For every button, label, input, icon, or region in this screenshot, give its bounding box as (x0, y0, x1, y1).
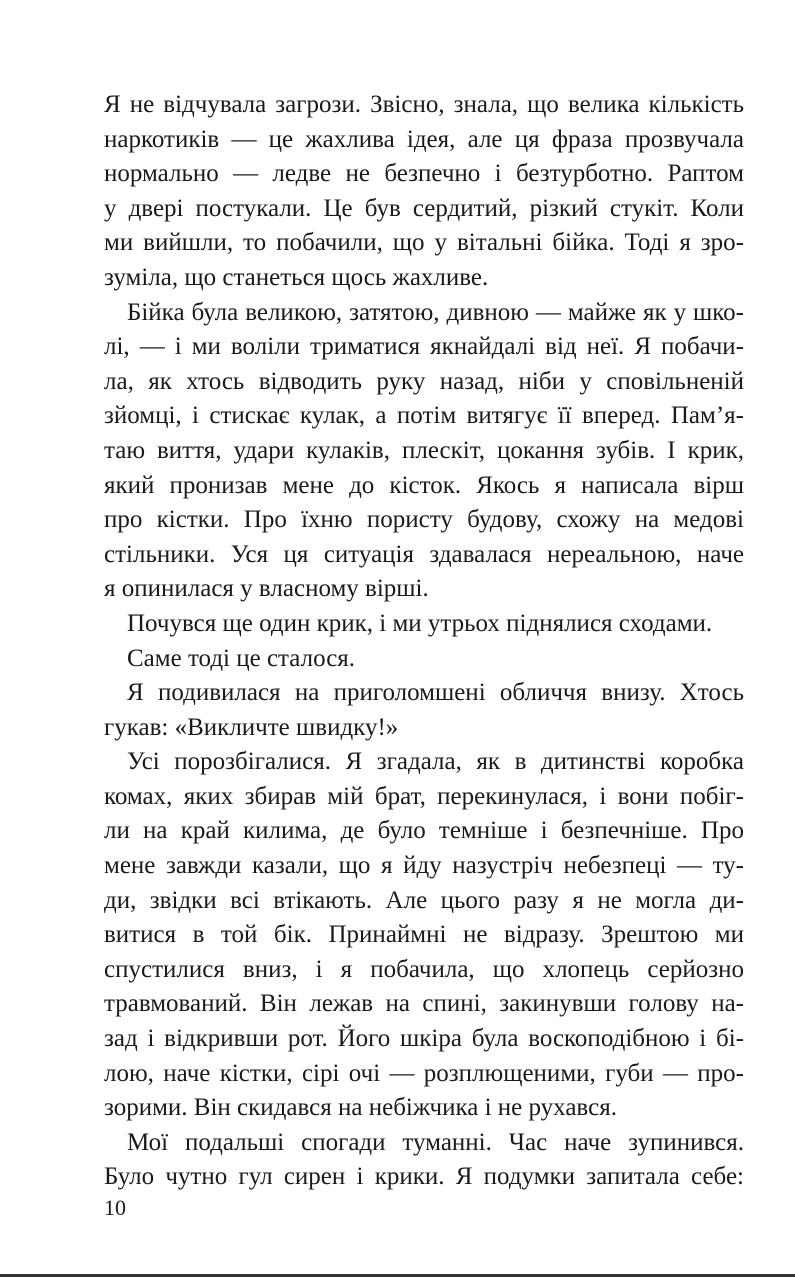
text-line: Мої подальші спогади туманні. Час наче зупинився. (127, 1128, 744, 1156)
text-line: спустилися вниз, і я побачила, що хлопець серйозно (104, 955, 744, 983)
paragraph (104, 1126, 744, 1195)
paragraph (104, 676, 744, 745)
text-line: ли на край килима, де було темніше і безпечніше. Про (104, 817, 744, 845)
text-line: нормально — ледве не безпечно і безтурботно. Раптом (104, 160, 744, 188)
text-line: таю виття, удари кулаків, плескіт, цокання зубів. І крик, (104, 436, 744, 464)
text-line: витися в той бік. Принаймні не відразу. Зрештою ми (104, 921, 744, 949)
text-line: комах, яких збирав мій брат, перекинулася, і вони побіг- (104, 782, 744, 810)
text-line: мене завжди казали, що я йду назустріч небезпеці — ту- (104, 852, 744, 880)
paragraph (104, 296, 744, 607)
text-line: який пронизав мене до кісток. Якось я написала вірш (104, 471, 744, 499)
page-number: 10 (104, 1195, 126, 1220)
paragraph (104, 642, 744, 677)
text-line: Саме тоді це сталося. (127, 644, 356, 672)
text-line: травмований. Він лежав на спині, закинувши голову на- (104, 990, 744, 1018)
text-line: Усі порозбігалися. Я згадала, як в дитинстві коробка (127, 748, 744, 776)
text-line: Бійка була великою, затятою, дивною — майже як у шко- (127, 298, 744, 326)
text-line: зорими. Він скидався на небіжчика і не рухався. (104, 1094, 617, 1122)
body-text (104, 88, 744, 1195)
text-line: наркотиків — це жахлива ідея, але ця фраза прозвучала (104, 125, 744, 153)
text-line: Я не відчувала загрози. Звісно, знала, що велика кількість (104, 91, 744, 118)
text-line: про кістки. Про їхню пористу будову, схожу на медові (104, 506, 744, 534)
text-line: зад і відкривши рот. Його шкіра була воскоподібною і бі- (104, 1025, 744, 1053)
text-line: у двері постукали. Це був сердитий, різкий стукіт. Коли (104, 194, 744, 222)
text-line: гукав: «Викличте швидку!» (104, 713, 399, 741)
text-line: лі, — і ми воліли триматися якнайдалі від неї. Я побачи- (104, 333, 744, 361)
text-line: зуміла, що станеться щось жахливе. (104, 263, 489, 291)
paragraph (104, 607, 744, 642)
text-line: Було чутно гул сирен і крики. Я подумки запитала себе: (104, 1163, 744, 1191)
scan-edge-rule (0, 1274, 795, 1277)
text-line: Почувся ще один крик, і ми утрьох піднялися сходами. (127, 609, 713, 637)
text-line: я опинилася у власному вірші. (104, 575, 429, 603)
text-line: ми вийшли, то побачили, що у вітальні бійка. Тоді я зро- (104, 229, 744, 257)
text-line: ди, звідки всі втікають. Але цього разу я не могла ди- (104, 886, 744, 914)
text-line: лою, наче кістки, сірі очі — розплющеними, губи — про- (104, 1059, 744, 1087)
paragraph (104, 745, 744, 1126)
text-line: зйомці, і стискає кулак, а потім витягує її вперед. Пам’я- (104, 402, 744, 430)
text-line: Я подивилася на приголомшені обличчя внизу. Хтось (127, 679, 744, 707)
text-line: ла, як хтось відводить руку назад, ніби у сповільненій (104, 367, 744, 395)
paragraph (104, 88, 744, 296)
text-line: стільники. Уся ця ситуація здавалася нереальною, наче (104, 540, 744, 568)
